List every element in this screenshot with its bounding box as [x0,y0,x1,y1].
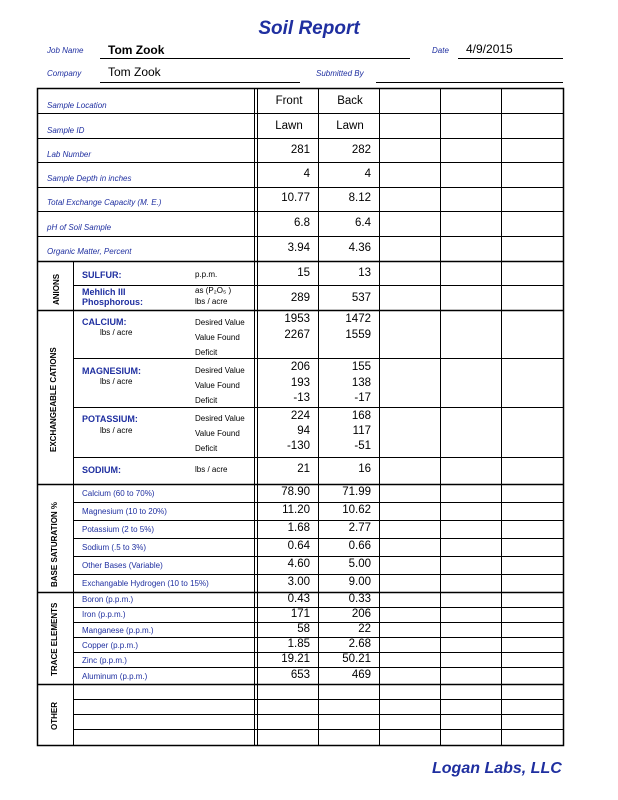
sulfur-front: 15 [297,267,310,279]
row-label: Total Exchange Capacity (M. E.) [47,198,162,207]
back-value: 6.4 [355,217,371,229]
front-value: 78.90 [281,486,310,498]
deficit-label: Deficit [195,396,218,405]
back-value: 469 [351,669,371,681]
sulfur-back: 13 [358,267,371,279]
date-label: Date [432,46,449,55]
row-label: Manganese (p.p.m.) [82,626,154,635]
back-value: 2.77 [348,522,371,534]
front-value: Lawn [275,120,303,132]
row-label: Boron (p.p.m.) [82,595,134,604]
page-title: Soil Report [258,18,360,39]
potassium-label: POTASSIUM: [82,414,138,424]
row-label: Magnesium (10 to 20%) [82,507,167,516]
calcium-desired-front: 1953 [284,313,310,325]
back-value: 4 [364,168,371,180]
row-label: Zinc (p.p.m.) [82,656,127,665]
magnesium-label: MAGNESIUM: [82,366,141,376]
found-label: Value Found [195,333,240,342]
calcium-found-back: 1559 [345,329,371,341]
magnesium-desired-back: 155 [351,361,371,373]
calcium-label: CALCIUM: [82,317,127,327]
section-trace-elements: TRACE ELEMENTS [50,602,59,676]
row-label: Exchangable Hydrogen (10 to 15%) [82,579,209,588]
section-other: OTHER [50,702,59,730]
row-label: Other Bases (Variable) [82,561,163,570]
magnesium-desired-front: 206 [290,361,310,373]
back-value: 50.21 [342,653,371,665]
back-value: 9.00 [348,576,371,588]
sulfur-label: SULFUR: [82,270,122,280]
magnesium-found-front: 193 [290,377,310,389]
front-value: 281 [290,144,310,156]
front-value: 4.60 [287,558,310,570]
front-value: 10.77 [281,192,310,204]
potassium-desired-back: 168 [351,410,371,422]
back-value: 22 [358,623,371,635]
front-value: 1.85 [287,638,310,650]
phos-unit-2: lbs / acre [195,297,228,306]
deficit-label: Deficit [195,348,218,357]
potassium-deficit-back: -51 [354,440,371,452]
section-base-saturation: BASE SATURATION % [50,501,59,587]
front-value: 171 [290,608,310,620]
row-label: Potassium (2 to 5%) [82,525,155,534]
back-value: 5.00 [348,558,371,570]
sodium-unit: lbs / acre [195,465,228,474]
phos-label-2: Phosphorous: [82,297,143,307]
front-value: 58 [297,623,310,635]
section-anions: ANIONS [52,273,61,305]
sodium-label: SODIUM: [82,465,121,475]
desired-label: Desired Value [195,318,245,327]
magnesium-found-back: 138 [351,377,371,389]
front-value: 3.94 [287,242,310,254]
back-value: 8.12 [348,192,371,204]
row-label: Aluminum (p.p.m.) [82,672,148,681]
deficit-label: Deficit [195,444,218,453]
back-value: 71.99 [342,486,371,498]
back-value: Lawn [336,120,364,132]
found-label: Value Found [195,429,240,438]
magnesium-deficit-back: -17 [354,392,371,404]
sodium-front: 21 [297,463,310,475]
found-label: Value Found [195,381,240,390]
potassium-unit: lbs / acre [100,426,133,435]
back-value: 10.62 [342,504,371,516]
calcium-found-front: 2267 [284,329,310,341]
row-label: Iron (p.p.m.) [82,610,126,619]
submitted-by-label: Submitted By [316,69,364,78]
section-cations: EXCHANGEABLE CATIONS [49,347,58,452]
phos-label-1: Mehlich III [82,287,126,297]
job-name-label: Job Name [47,46,84,55]
phos-front: 289 [290,292,310,304]
back-value: 0.33 [348,593,371,605]
back-value: Back [337,95,363,107]
magnesium-unit: lbs / acre [100,377,133,386]
company-value: Tom Zook [108,65,161,79]
calcium-desired-back: 1472 [345,313,371,325]
potassium-desired-front: 224 [290,410,310,422]
job-name-value: Tom Zook [108,43,165,57]
front-value: 0.64 [287,540,310,552]
calcium-unit: lbs / acre [100,328,133,337]
back-value: 282 [351,144,371,156]
back-value: 2.68 [348,638,371,650]
row-label: Sodium (.5 to 3%) [82,543,147,552]
potassium-found-back: 117 [352,425,371,437]
sodium-back: 16 [358,463,371,475]
row-label: Sample Location [47,101,107,110]
company-label: Company [47,69,82,78]
phos-back: 537 [351,292,371,304]
row-label: Sample ID [47,126,85,135]
magnesium-deficit-front: -13 [293,392,310,404]
potassium-deficit-front: -130 [286,440,310,452]
front-value: Front [275,95,303,107]
row-label: Organic Matter, Percent [47,247,132,256]
back-value: 206 [351,608,371,620]
front-value: 19.21 [281,653,310,665]
row-label: pH of Soil Sample [47,223,112,232]
potassium-found-front: 94 [297,425,310,437]
row-label: Sample Depth in inches [47,174,132,183]
front-value: 11.20 [282,504,310,516]
front-value: 6.8 [294,217,310,229]
front-value: 0.43 [287,593,310,605]
phos-unit-1: as (P₂O₅ ) [195,286,232,295]
footer-brand: Logan Labs, LLC [432,760,562,777]
desired-label: Desired Value [195,366,245,375]
row-label: Lab Number [47,150,92,159]
date-value: 4/9/2015 [466,42,513,56]
front-value: 1.68 [287,522,310,534]
front-value: 3.00 [287,576,310,588]
row-label: Copper (p.p.m.) [82,641,139,650]
desired-label: Desired Value [195,414,245,423]
row-label: Calcium (60 to 70%) [82,489,155,498]
back-value: 4.36 [348,242,371,254]
sulfur-unit: p.p.m. [195,270,218,279]
front-value: 4 [303,168,310,180]
front-value: 653 [290,669,310,681]
back-value: 0.66 [348,540,371,552]
